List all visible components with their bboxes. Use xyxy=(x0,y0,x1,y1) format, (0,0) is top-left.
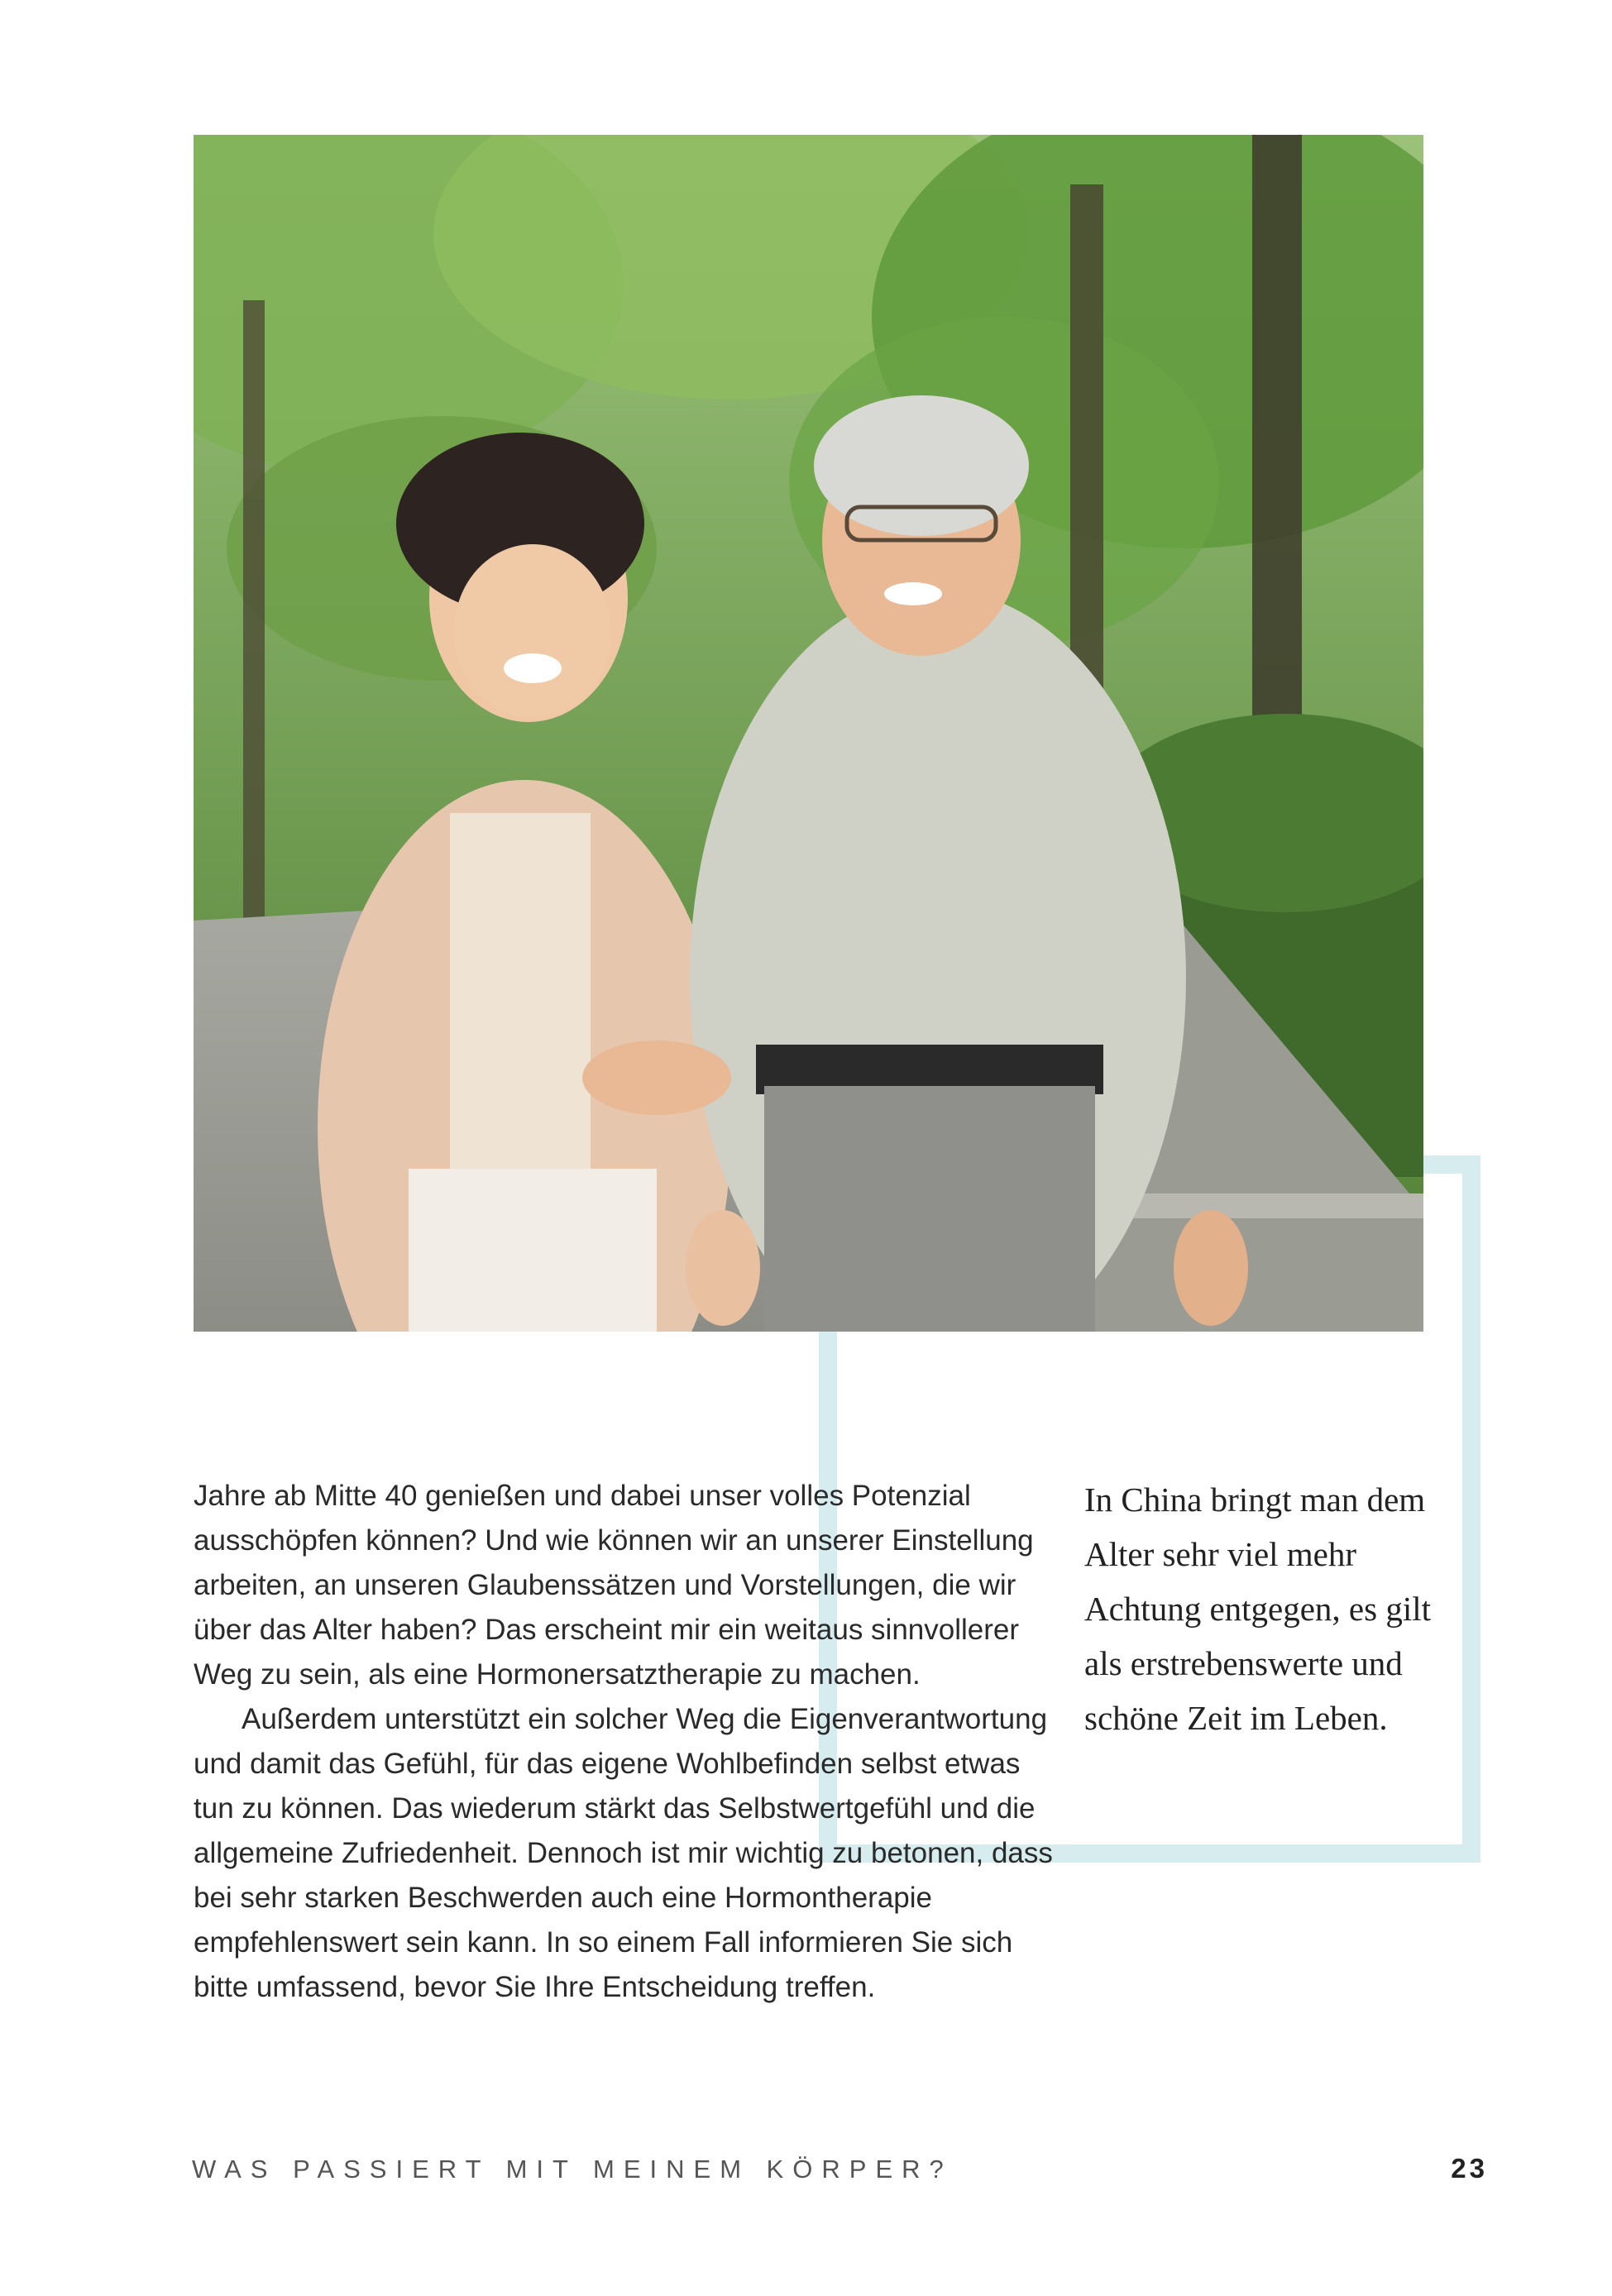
body-paragraph-1: Jahre ab Mitte 40 genießen und dabei unser volles Potenzial ausschöpfen können? Und wie können wir an unserer Einstellung arbeiten, an unseren Glaubenssätzen und Vorstellungen, die wir über das Alter haben? Das erscheint mir ein weitaus sinnvollerer Weg zu sein, als eine Hormonersatztherapie zu machen. xyxy=(194,1480,1034,1691)
running-footer-title: WAS PASSIERT MIT MEINEM KÖRPER? xyxy=(192,2155,953,2184)
pull-quote: In China bringt man dem Alter sehr viel mehr Achtung entgegen, es gilt als erstrebenswerte und schöne Zeit im Leben. xyxy=(1084,1480,1432,1737)
photo-couple-walking xyxy=(194,135,1423,1332)
page-number: 23 xyxy=(1451,2153,1488,2184)
body-paragraph-2: Außerdem unterstützt ein solcher Weg die Eigenverantwortung und damit das Gefühl, für das eigene Wohlbefinden selbst etwas tun zu können. Das wiederum stärkt das Selbstwertgefühl und die allgemeine Zufriedenheit. Dennoch ist mir wichtig zu betonen, dass bei sehr starken Beschwerden auch eine Hormontherapie empfehlenswert sein kann. In so einem Fall informieren Sie sich bitte umfassend, bevor Sie Ihre Entscheidung treffen. xyxy=(194,1703,1053,2003)
body-text xyxy=(194,1474,1054,2010)
photo-illustration xyxy=(194,135,1423,1332)
